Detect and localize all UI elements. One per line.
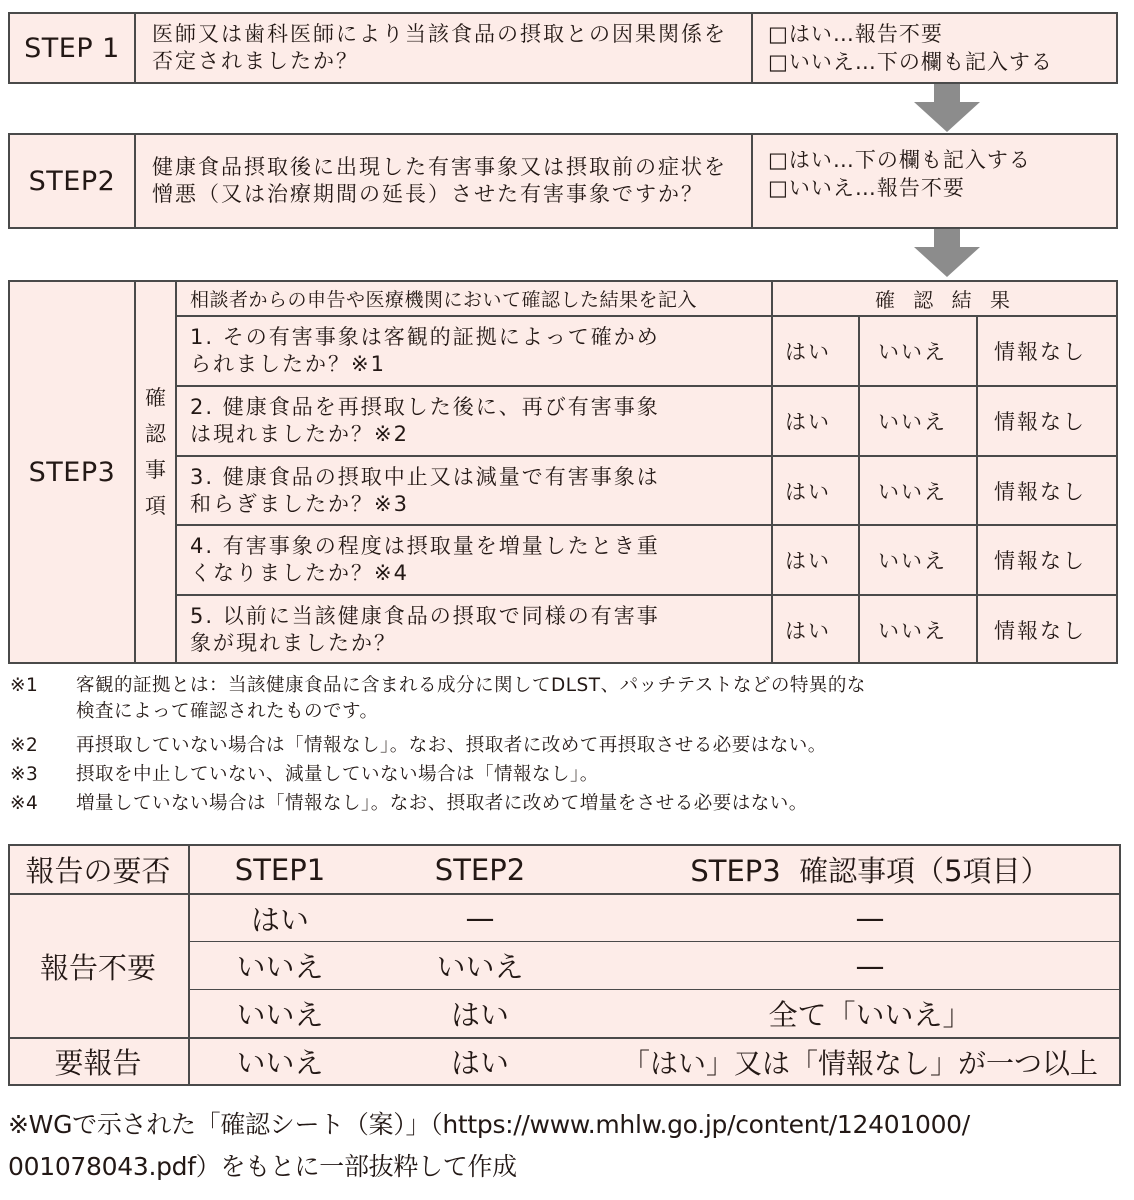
summary-cell: はい: [450, 998, 509, 1032]
step3-item-2: [190, 387, 770, 455]
step2-option-no[interactable]: □いいえ…報告不要: [768, 176, 965, 200]
summary-cell: 「はい」又は「情報なし」が一つ以上: [621, 1046, 1098, 1080]
down-arrow-icon: [912, 84, 982, 134]
item-text: られましたか？※1: [190, 352, 386, 376]
item-text: 象が現れましたか？: [190, 631, 397, 655]
step3-item-3: [190, 457, 770, 524]
step3-side-label: [136, 380, 175, 580]
divider: [751, 133, 753, 229]
step1-option-no[interactable]: □いいえ…下の欄も記入する: [768, 50, 1053, 74]
step3-item-4: [190, 526, 770, 594]
answer-yes[interactable]: はい: [785, 549, 831, 573]
summary-cell: いいえ: [236, 950, 324, 984]
note-4-text: 増量していない場合は「情報なし」。なお、摂取者に改めて増量をさせる必要はない。: [76, 793, 808, 814]
summary-header-step2: STEP2: [434, 852, 526, 887]
down-arrow-icon: [912, 229, 982, 279]
divider: [175, 280, 177, 664]
step2-question: 健康食品摂取後に出現した有害事象又は摂取前の症状を憎悪（又は治療期間の延長）させた有害事象ですか？: [152, 155, 727, 206]
note-4-mark: ※4: [10, 793, 39, 814]
summary-header-step1: STEP1: [234, 852, 326, 887]
divider: [976, 316, 978, 664]
summary-cell: はい: [450, 1046, 509, 1080]
item-text: くなりましたか？※4: [190, 561, 409, 585]
divider: [858, 316, 860, 664]
divider: [134, 12, 136, 84]
step1-options: [754, 20, 1114, 80]
divider: [771, 280, 773, 664]
summary-cell: 全て「いいえ」: [768, 998, 972, 1032]
summary-header-decision: 報告の要否: [25, 854, 171, 888]
step2-option-yes[interactable]: □はい…下の欄も記入する: [768, 148, 1031, 172]
summary-header-step3: STEP3 確認事項（5項目）: [690, 854, 1050, 888]
divider: [751, 12, 753, 84]
note-1-text: 客観的証拠とは：当該健康食品に含まれる成分に関してDLST、パッチテストなどの特異的な: [76, 675, 866, 696]
item-text: 和らぎましたか？※3: [190, 491, 409, 516]
footer-source-line2: 001078043.pdf）をもとに一部抜粋して作成: [8, 1152, 517, 1181]
summary-cell: いいえ: [236, 998, 324, 1032]
step2-label: STEP2: [28, 165, 116, 197]
step3-item-1: [190, 317, 770, 385]
answer-no-info[interactable]: 情報なし: [994, 619, 1086, 643]
step1-option-yes[interactable]: □はい…報告不要: [768, 22, 943, 46]
note-2-text: 再摂取していない場合は「情報なし」。なお、摂取者に改めて再摂取させる必要はない。: [76, 735, 827, 756]
footer-source-line1: ※WGで示された「確認シート（案）」（https://www.mhlw.go.jp/content/12401000/: [8, 1110, 970, 1139]
item-text: 4. 有害事象の程度は摂取量を増量したとき重: [190, 534, 660, 558]
answer-yes[interactable]: はい: [785, 479, 831, 504]
answer-yes[interactable]: はい: [785, 340, 831, 364]
note-2-mark: ※2: [10, 735, 39, 756]
answer-no[interactable]: いいえ: [878, 340, 947, 364]
step1-label: STEP 1: [24, 32, 120, 64]
answer-no-info[interactable]: 情報なし: [994, 549, 1086, 573]
note-3-mark: ※3: [10, 764, 39, 785]
answer-no[interactable]: いいえ: [878, 549, 947, 573]
answer-no-info[interactable]: 情報なし: [994, 479, 1086, 504]
summary-cell: いいえ: [436, 950, 524, 984]
summary-cell: —: [855, 948, 885, 983]
side-char: 項: [145, 494, 166, 518]
answer-no[interactable]: いいえ: [878, 479, 947, 504]
side-char: 確: [145, 386, 166, 410]
step1-question: 医師又は歯科医師により当該食品の摂取との因果関係を否定されましたか？: [152, 22, 727, 73]
summary-cell: いいえ: [236, 1046, 324, 1080]
step3-header-left: 相談者からの申告や医療機関において確認した結果を記入: [190, 289, 698, 311]
summary-group-report: 要報告: [54, 1046, 142, 1080]
answer-no[interactable]: いいえ: [878, 410, 947, 434]
step3-label: STEP3: [28, 456, 116, 488]
item-text: 1. その有害事象は客観的証拠によって確かめ: [190, 325, 660, 349]
side-char: 事: [145, 458, 166, 482]
answer-no[interactable]: いいえ: [878, 619, 947, 643]
summary-group-no-report: 報告不要: [39, 950, 156, 985]
item-text: は現れましたか？※2: [190, 422, 409, 446]
answer-no-info[interactable]: 情報なし: [994, 410, 1086, 434]
item-text: 5. 以前に当該健康食品の摂取で同様の有害事: [190, 604, 660, 628]
step3-item-5: [190, 596, 770, 664]
item-text: 2. 健康食品を再摂取した後に、再び有害事象: [190, 395, 660, 419]
step2-options: [754, 146, 1114, 206]
item-text: 3. 健康食品の摂取中止又は減量で有害事象は: [190, 464, 660, 489]
note-1-text-cont: 検査によって確認されたものです。: [76, 701, 379, 722]
answer-no-info[interactable]: 情報なし: [994, 340, 1086, 364]
summary-cell: はい: [250, 902, 309, 937]
note-3-text: 摂取を中止していない、減量していない場合は「情報なし」。: [76, 764, 599, 785]
side-char: 認: [145, 422, 166, 446]
step3-header-right: 確 認 結 果: [874, 288, 1017, 312]
note-1-mark: ※1: [10, 675, 39, 696]
summary-cell: —: [855, 901, 885, 935]
divider: [134, 133, 136, 229]
answer-yes[interactable]: はい: [785, 410, 831, 434]
summary-cell: —: [465, 901, 495, 935]
answer-yes[interactable]: はい: [785, 619, 831, 643]
